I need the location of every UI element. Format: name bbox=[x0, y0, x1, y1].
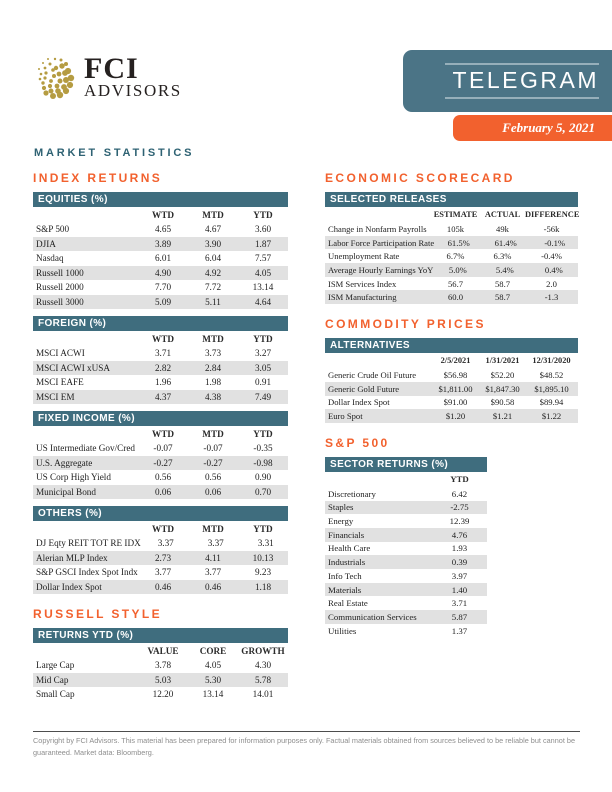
table-row bbox=[33, 470, 288, 485]
row-label: ISM Services Index bbox=[328, 278, 397, 289]
table-row bbox=[325, 569, 487, 583]
cell-value: -1.3 bbox=[544, 292, 559, 303]
cell-value: 105k bbox=[446, 223, 465, 234]
cell-value: 0.70 bbox=[254, 486, 272, 497]
cell-value: 4.65 bbox=[154, 224, 172, 235]
cell-value: 3.77 bbox=[204, 567, 222, 578]
row-label: Dollar Index Spot bbox=[328, 397, 390, 408]
cell-value: 6.42 bbox=[451, 488, 468, 499]
cell-value: $56.98 bbox=[443, 369, 468, 380]
cell-value: 5.87 bbox=[451, 611, 468, 622]
cell-value: 3.90 bbox=[204, 238, 222, 249]
row-label: Change in Nonfarm Payrolls bbox=[328, 223, 427, 234]
date-banner: February 5, 2021 bbox=[453, 115, 612, 141]
row-label: Dollar Index Spot bbox=[36, 581, 102, 592]
cell-value: 1.98 bbox=[204, 377, 222, 388]
table-row bbox=[33, 673, 288, 688]
table-title-bar: OTHERS (%) bbox=[33, 506, 288, 521]
column-header: WTD bbox=[152, 523, 174, 534]
table-row bbox=[325, 624, 487, 638]
cell-value: 4.67 bbox=[204, 224, 222, 235]
equities-table bbox=[33, 192, 288, 309]
banner-title: TELEGRAM bbox=[452, 66, 599, 93]
row-label: Labor Force Participation Rate bbox=[328, 237, 435, 248]
column-header: DIFFERENCE bbox=[525, 210, 580, 219]
russell-returns-table bbox=[33, 628, 288, 702]
table-row bbox=[325, 396, 578, 410]
section-title-commodity-prices: COMMODITY PRICES bbox=[325, 317, 486, 332]
column-header: VALUE bbox=[147, 645, 179, 656]
cell-value: -0.07 bbox=[203, 443, 223, 454]
table-column-headers bbox=[325, 353, 578, 368]
cell-value: 3.97 bbox=[451, 570, 468, 581]
row-label: MSCI EAFE bbox=[36, 377, 84, 388]
table-row bbox=[325, 222, 578, 236]
row-label: MSCI ACWI bbox=[36, 348, 85, 359]
cell-value: 3.05 bbox=[254, 362, 272, 373]
cell-value: 56.7 bbox=[447, 278, 464, 289]
alternatives-table bbox=[325, 338, 578, 423]
row-label: US Intermediate Gov/Cred bbox=[36, 443, 135, 454]
cell-value: 3.77 bbox=[154, 567, 172, 578]
cell-value: 5.03 bbox=[154, 674, 172, 685]
foreign-table bbox=[33, 316, 288, 404]
right-column bbox=[325, 172, 578, 644]
table-column-headers bbox=[33, 207, 288, 222]
cell-value: 4.76 bbox=[451, 529, 468, 540]
table-title-bar: SELECTED RELEASES bbox=[325, 192, 578, 207]
column-header: WTD bbox=[152, 333, 174, 344]
cell-value: 2.84 bbox=[204, 362, 222, 373]
cell-value: 6.3% bbox=[493, 251, 512, 262]
column-header: GROWTH bbox=[241, 645, 285, 656]
cell-value: -0.27 bbox=[153, 457, 173, 468]
table-row bbox=[325, 263, 578, 277]
cell-value: 5.30 bbox=[204, 674, 222, 685]
cell-value: 0.39 bbox=[451, 557, 468, 568]
row-label: DJ Eqty REIT TOT RE IDX bbox=[36, 538, 141, 549]
cell-value: -0.27 bbox=[203, 457, 223, 468]
column-header: YTD bbox=[253, 428, 273, 439]
cell-value: 5.4% bbox=[495, 264, 514, 275]
row-label: Russell 2000 bbox=[36, 282, 84, 293]
cell-value: 0.06 bbox=[154, 486, 172, 497]
cell-value: 4.90 bbox=[154, 267, 172, 278]
cell-value: 4.38 bbox=[204, 391, 222, 402]
banner-rule-top bbox=[445, 63, 599, 65]
table-column-headers bbox=[33, 331, 288, 346]
selected-releases-table bbox=[325, 192, 578, 304]
row-label: Nasdaq bbox=[36, 253, 64, 264]
page-title: MARKET STATISTICS bbox=[34, 147, 195, 159]
table-row bbox=[33, 565, 288, 580]
row-label: ISM Manufacturing bbox=[328, 292, 397, 303]
cell-value: 1.37 bbox=[451, 625, 468, 636]
section-title-index-returns: INDEX RETURNS bbox=[33, 171, 163, 185]
row-label: US Corp High Yield bbox=[36, 472, 111, 483]
cell-value: 3.27 bbox=[254, 348, 272, 359]
table-row bbox=[325, 596, 487, 610]
section-title-economic-scorecard: ECONOMIC SCORECARD bbox=[325, 171, 515, 185]
cell-value: 4.05 bbox=[204, 660, 222, 671]
row-label: Generic Crude Oil Future bbox=[328, 369, 417, 380]
cell-value: 14.01 bbox=[252, 689, 274, 700]
table-row bbox=[325, 487, 487, 501]
table-row bbox=[33, 266, 288, 281]
cell-value: 61.5% bbox=[447, 237, 470, 248]
cell-value: $48.52 bbox=[539, 369, 564, 380]
cell-value: $1.21 bbox=[492, 411, 513, 422]
cell-value: 4.05 bbox=[254, 267, 272, 278]
section-title-sp500: S&P 500 bbox=[325, 435, 390, 450]
row-label: MSCI ACWI xUSA bbox=[36, 362, 111, 373]
row-label: Health Care bbox=[328, 543, 371, 554]
column-header: YTD bbox=[253, 333, 273, 344]
cell-value: 4.37 bbox=[154, 391, 172, 402]
cell-value: 9.23 bbox=[254, 567, 272, 578]
row-label: Utilities bbox=[328, 625, 357, 636]
cell-value: 6.01 bbox=[154, 253, 172, 264]
cell-value: 2.82 bbox=[154, 362, 172, 373]
cell-value: 7.49 bbox=[254, 391, 272, 402]
cell-value: 12.39 bbox=[449, 516, 470, 527]
table-title-bar: RETURNS YTD (%) bbox=[33, 628, 288, 643]
cell-value: 3.71 bbox=[451, 598, 468, 609]
table-row bbox=[33, 441, 288, 456]
table-row bbox=[33, 687, 288, 702]
cell-value: $1.20 bbox=[445, 411, 466, 422]
banner-rule-bottom bbox=[445, 97, 599, 99]
column-header: MTD bbox=[202, 209, 224, 220]
table-row bbox=[325, 542, 487, 556]
footer-divider bbox=[33, 731, 580, 732]
others-table bbox=[33, 506, 288, 594]
table-row bbox=[325, 501, 487, 515]
cell-value: 1.96 bbox=[154, 377, 172, 388]
row-label: Generic Gold Future bbox=[328, 383, 400, 394]
column-header: ESTIMATE bbox=[433, 210, 478, 219]
cell-value: 3.78 bbox=[154, 660, 172, 671]
cell-value: 0.90 bbox=[254, 472, 272, 483]
column-header: ACTUAL bbox=[484, 210, 521, 219]
cell-value: 4.64 bbox=[254, 296, 272, 307]
column-header: 2/5/2021 bbox=[440, 356, 471, 366]
cell-value: 3.73 bbox=[204, 348, 222, 359]
cell-value: 1.93 bbox=[451, 543, 468, 554]
footer-disclaimer: Copyright by FCI Advisors. This material has been prepared for information purposes only. Factual materials obtained from sources believed to be reliable but cannot be guaranteed. Market data: Bloomberg. bbox=[33, 736, 576, 757]
row-label: DJIA bbox=[36, 238, 56, 249]
cell-value: $91.00 bbox=[443, 397, 468, 408]
table-row bbox=[33, 346, 288, 361]
table-row bbox=[33, 551, 288, 566]
cell-value: 4.30 bbox=[254, 660, 272, 671]
fixed-income-table bbox=[33, 411, 288, 499]
row-label: Real Estate bbox=[328, 598, 368, 609]
table-title-bar: ALTERNATIVES bbox=[325, 338, 578, 353]
cell-value: 0.56 bbox=[204, 472, 222, 483]
table-column-headers bbox=[325, 472, 487, 487]
table-title-bar: EQUITIES (%) bbox=[33, 192, 288, 207]
row-label: S&P GSCI Index Spot Indx bbox=[36, 567, 138, 578]
cell-value: 12.20 bbox=[152, 689, 174, 700]
row-label: Russell 3000 bbox=[36, 296, 84, 307]
row-label: Financials bbox=[328, 529, 365, 540]
cell-value: $89.94 bbox=[539, 397, 564, 408]
cell-value: 7.70 bbox=[154, 282, 172, 293]
cell-value: 3.37 bbox=[157, 538, 174, 549]
cell-value: -0.98 bbox=[253, 457, 273, 468]
cell-value: 6.04 bbox=[204, 253, 222, 264]
table-row bbox=[33, 222, 288, 237]
left-column bbox=[33, 172, 288, 709]
row-label: S&P 500 bbox=[36, 224, 70, 235]
row-label: MSCI EM bbox=[36, 391, 75, 402]
cell-value: 3.60 bbox=[254, 224, 272, 235]
row-label: Communication Services bbox=[328, 611, 417, 622]
cell-value: -56k bbox=[543, 223, 560, 234]
table-row bbox=[325, 290, 578, 304]
column-header: 1/31/2021 bbox=[485, 356, 520, 366]
cell-value: 2.0 bbox=[546, 278, 557, 289]
row-label: Russell 1000 bbox=[36, 267, 84, 278]
table-column-headers bbox=[325, 207, 578, 222]
cell-value: 7.72 bbox=[204, 282, 222, 293]
cell-value: 0.91 bbox=[254, 377, 272, 388]
fci-logo bbox=[33, 52, 182, 101]
table-row bbox=[325, 514, 487, 528]
row-label: Mid Cap bbox=[36, 674, 69, 685]
cell-value: 0.46 bbox=[204, 581, 222, 592]
cell-value: 61.4% bbox=[494, 237, 517, 248]
cell-value: 1.87 bbox=[254, 238, 272, 249]
row-label: Alerian MLP Index bbox=[36, 552, 108, 563]
table-title-bar: FOREIGN (%) bbox=[33, 316, 288, 331]
cell-value: 7.57 bbox=[254, 253, 272, 264]
column-header: WTD bbox=[152, 428, 174, 439]
table-row bbox=[33, 580, 288, 595]
column-header: CORE bbox=[199, 645, 227, 656]
cell-value: -0.07 bbox=[153, 443, 173, 454]
cell-value: 1.40 bbox=[451, 584, 468, 595]
table-row bbox=[325, 249, 578, 263]
cell-value: 2.73 bbox=[154, 552, 172, 563]
table-row bbox=[325, 236, 578, 250]
table-row bbox=[33, 390, 288, 405]
cell-value: 5.78 bbox=[254, 674, 272, 685]
table-row bbox=[33, 237, 288, 252]
table-row bbox=[325, 555, 487, 569]
cell-value: 60.0 bbox=[447, 292, 464, 303]
cell-value: 4.92 bbox=[204, 267, 222, 278]
sector-returns-table bbox=[325, 457, 487, 638]
cell-value: 3.71 bbox=[154, 348, 172, 359]
cell-value: $1,811.00 bbox=[438, 383, 473, 394]
table-row bbox=[33, 456, 288, 471]
logo-wordmark bbox=[84, 52, 182, 100]
cell-value: 3.89 bbox=[154, 238, 172, 249]
table-row bbox=[325, 610, 487, 624]
table-row bbox=[325, 528, 487, 542]
table-title-bar: SECTOR RETURNS (%) bbox=[325, 457, 487, 472]
table-row bbox=[325, 409, 578, 423]
table-row bbox=[33, 361, 288, 376]
cell-value: 0.46 bbox=[154, 581, 172, 592]
logo-line1: FCI bbox=[84, 52, 139, 85]
cell-value: $90.58 bbox=[490, 397, 515, 408]
cell-value: $1.22 bbox=[541, 411, 562, 422]
table-row bbox=[33, 658, 288, 673]
cell-value: -2.75 bbox=[450, 502, 469, 513]
table-row bbox=[33, 295, 288, 310]
cell-value: -0.4% bbox=[541, 251, 562, 262]
cell-value: 5.11 bbox=[205, 296, 221, 307]
column-header: 12/31/2020 bbox=[532, 356, 571, 366]
table-title-bar: FIXED INCOME (%) bbox=[33, 411, 288, 426]
row-label: Industrials bbox=[328, 557, 366, 568]
row-label: Staples bbox=[328, 502, 354, 513]
cell-value: 13.14 bbox=[202, 689, 224, 700]
column-header: MTD bbox=[202, 428, 224, 439]
cell-value: 49k bbox=[496, 223, 509, 234]
cell-value: 3.31 bbox=[257, 538, 274, 549]
fci-globe-icon bbox=[33, 55, 77, 101]
cell-value: $1,847.30 bbox=[485, 383, 520, 394]
row-label: Energy bbox=[328, 516, 354, 527]
cell-value: $1,895.10 bbox=[534, 383, 569, 394]
table-row bbox=[33, 375, 288, 390]
row-label: Unemployment Rate bbox=[328, 251, 400, 262]
table-row bbox=[325, 277, 578, 291]
section-title-russell-style: RUSSELL STYLE bbox=[33, 607, 162, 621]
cell-value: 13.14 bbox=[252, 282, 274, 293]
cell-value: $52.20 bbox=[490, 369, 515, 380]
table-column-headers bbox=[33, 426, 288, 441]
row-label: U.S. Aggregate bbox=[36, 457, 93, 468]
column-header: YTD bbox=[253, 209, 273, 220]
column-header: WTD bbox=[152, 209, 174, 220]
row-label: Small Cap bbox=[36, 689, 75, 700]
row-label: Info Tech bbox=[328, 570, 362, 581]
cell-value: 6.7% bbox=[446, 251, 465, 262]
row-label: Large Cap bbox=[36, 660, 75, 671]
cell-value: 3.37 bbox=[207, 538, 224, 549]
cell-value: 5.0% bbox=[448, 264, 467, 275]
table-column-headers bbox=[33, 521, 288, 536]
table-row bbox=[33, 251, 288, 266]
column-header: MTD bbox=[202, 333, 224, 344]
cell-value: 58.7 bbox=[494, 292, 511, 303]
table-row bbox=[33, 280, 288, 295]
cell-value: 1.18 bbox=[254, 581, 272, 592]
column-header: MTD bbox=[202, 523, 224, 534]
table-row bbox=[325, 368, 578, 382]
row-label: Materials bbox=[328, 584, 362, 595]
cell-value: -0.35 bbox=[253, 443, 273, 454]
row-label: Municipal Bond bbox=[36, 486, 96, 497]
cell-value: 5.09 bbox=[154, 296, 172, 307]
cell-value: 58.7 bbox=[494, 278, 511, 289]
row-label: Euro Spot bbox=[328, 411, 363, 422]
table-row bbox=[325, 382, 578, 396]
table-column-headers bbox=[33, 643, 288, 658]
cell-value: 0.56 bbox=[154, 472, 172, 483]
cell-value: -0.1% bbox=[544, 237, 566, 248]
cell-value: 0.06 bbox=[204, 486, 222, 497]
row-label: Average Hourly Earnings YoY bbox=[328, 264, 434, 275]
column-header: YTD bbox=[253, 523, 273, 534]
column-header: YTD bbox=[450, 474, 469, 485]
cell-value: 0.4% bbox=[544, 264, 563, 275]
cell-value: 4.11 bbox=[205, 552, 221, 563]
cell-value: 10.13 bbox=[252, 552, 274, 563]
logo-line2: ADVISORS bbox=[84, 81, 182, 100]
table-row bbox=[33, 536, 288, 551]
telegram-banner bbox=[403, 50, 612, 112]
row-label: Discretionary bbox=[328, 488, 376, 499]
table-row bbox=[325, 583, 487, 597]
table-row bbox=[33, 485, 288, 500]
